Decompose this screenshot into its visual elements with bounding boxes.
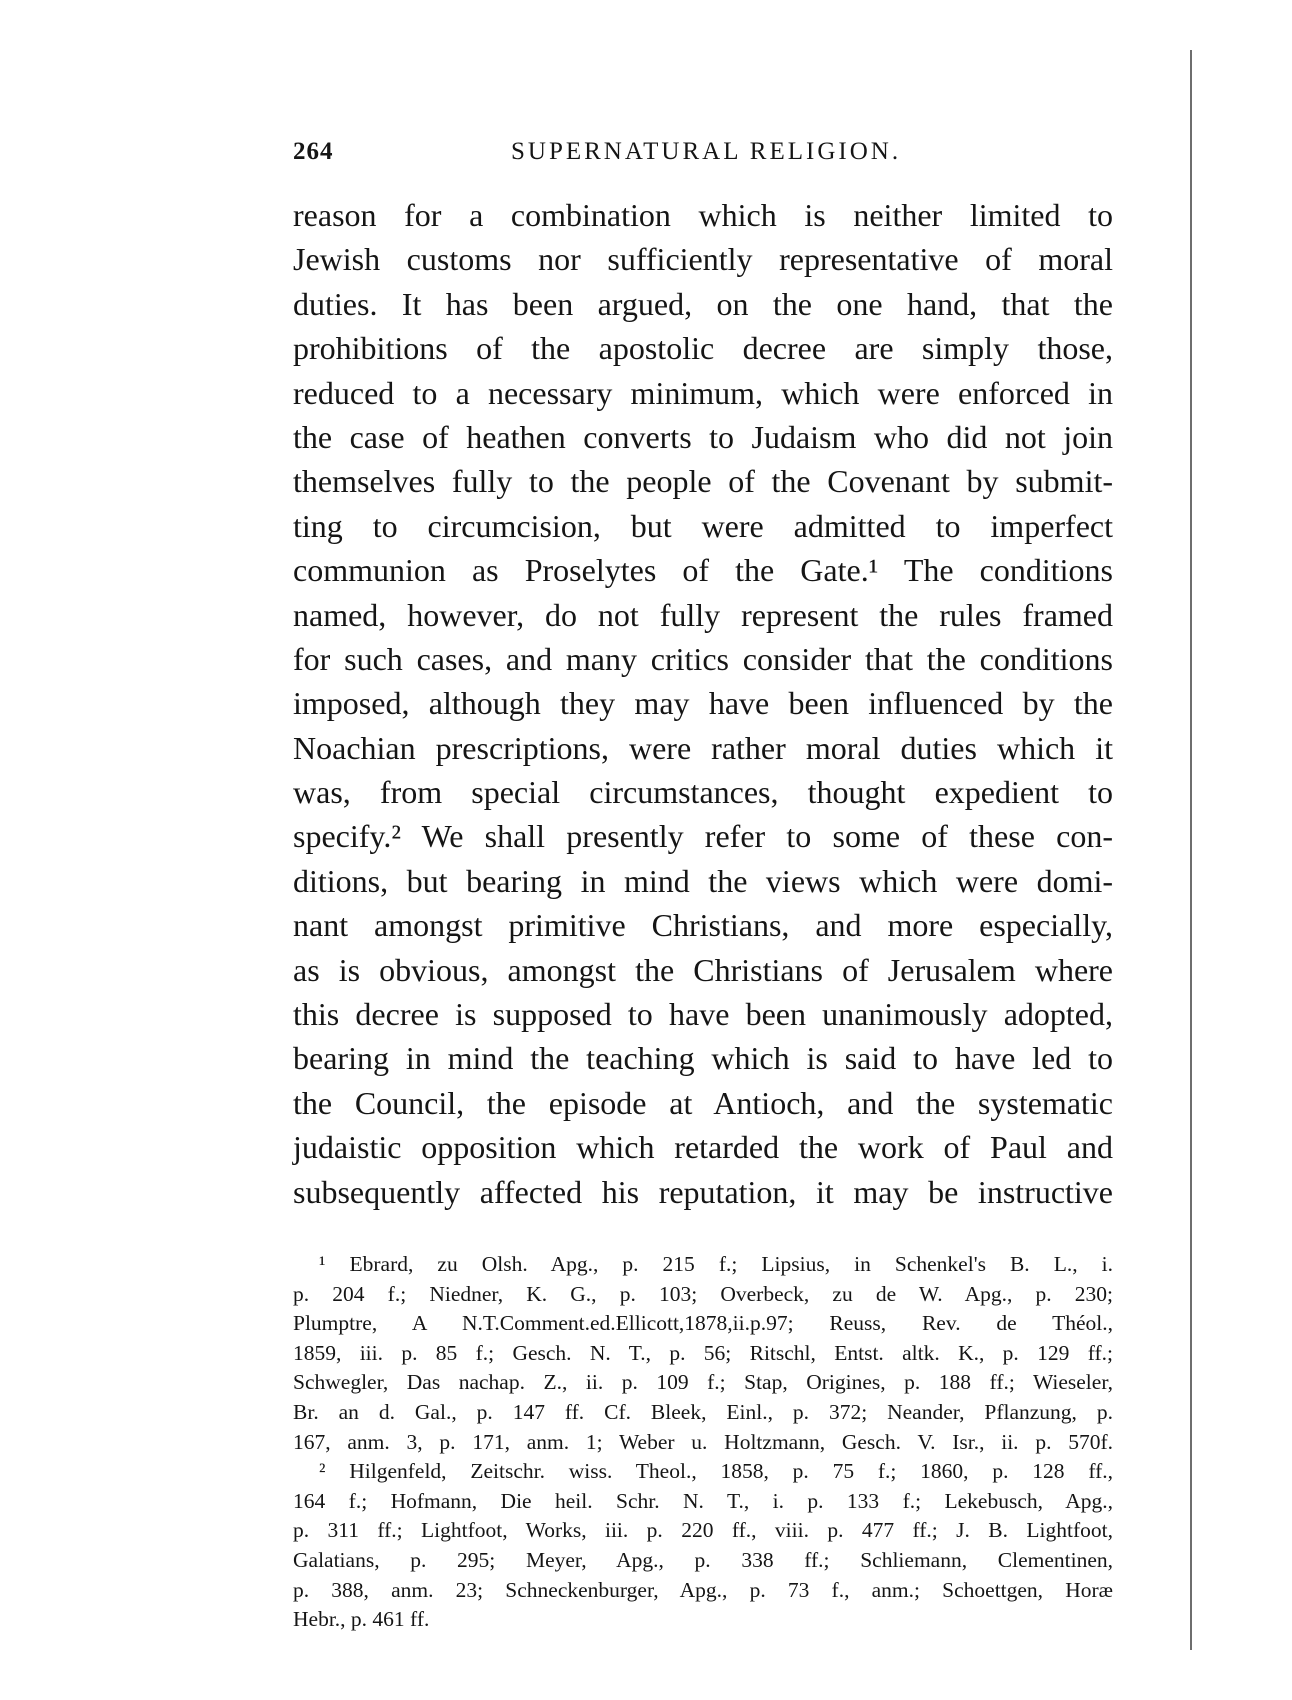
body-line: was, from special circumstances, thought expedient to [293, 774, 1113, 811]
body-line: imposed, although they may have been influenced by the [293, 685, 1113, 722]
body-line: ting to circumcision, but were admitted to imperfect [293, 507, 1113, 544]
body-line: bearing in mind the teaching which is said to have led to [293, 1040, 1113, 1077]
footnote-2-line: p. 311 ff.; Lightfoot, Works, iii. p. 220 ff., viii. p. 477 ff.; J. B. Lightfoot, [293, 1518, 1113, 1543]
body-line: reduced to a necessary minimum, which were enforced in [293, 374, 1113, 411]
footnote-1-line: ¹ Ebrard, zu Olsh. Apg., p. 215 f.; Lipsius, in Schenkel's B. L., i. [319, 1252, 1113, 1276]
footnote-1-line: Plumptre, A N.T.Comment.ed.Ellicott,1878,ii.p.97; Reuss, Rev. de Théol., [293, 1311, 1113, 1336]
page-header [293, 138, 1113, 178]
body-line: prohibitions of the apostolic decree are simply those, [293, 330, 1113, 367]
body-line: ditions, but bearing in mind the views which were domi- [293, 862, 1113, 899]
body-line: specify.² We shall presently refer to some of these con- [293, 818, 1113, 855]
body-line: subsequently affected his reputation, it may be instructive [293, 1173, 1113, 1210]
body-line: themselves fully to the people of the Covenant by submit- [293, 463, 1113, 500]
body-text [293, 193, 1113, 1214]
footnote-1-line: Schwegler, Das nachap. Z., ii. p. 109 f.; Stap, Origines, p. 188 ff.; Wieseler, [293, 1370, 1113, 1395]
footnote-2-line: Hebr., p. 461 ff. [293, 1607, 430, 1632]
footnote-1-line: 1859, iii. p. 85 f.; Gesch. N. T., p. 56; Ritschl, Entst. altk. K., p. 129 ff.; [293, 1340, 1113, 1365]
page-number: 264 [293, 138, 334, 165]
footnote-1-line: Br. an d. Gal., p. 147 ff. Cf. Bleek, Einl., p. 372; Neander, Pflanzung, p. [293, 1399, 1113, 1424]
body-line: Jewish customs nor sufficiently representative of moral [293, 241, 1113, 278]
footnote-2-line: p. 388, anm. 23; Schneckenburger, Apg., p. 73 f., anm.; Schoettgen, Horæ [293, 1577, 1113, 1602]
body-line: duties. It has been argued, on the one hand, that the [293, 285, 1113, 322]
footnote-1-line: 167, anm. 3, p. 171, anm. 1; Weber u. Holtzmann, Gesch. V. Isr., ii. p. 570f. [293, 1429, 1113, 1454]
body-line: nant amongst primitive Christians, and more especially, [293, 907, 1113, 944]
body-line: as is obvious, amongst the Christians of Jerusalem where [293, 951, 1113, 988]
footnote-2-line: Galatians, p. 295; Meyer, Apg., p. 338 ff.; Schliemann, Clementinen, [293, 1547, 1113, 1572]
body-line: named, however, do not fully represent the rules framed [293, 596, 1113, 633]
scan-edge-line [1190, 50, 1192, 1650]
body-line: for such cases, and many critics consider that the conditions [293, 640, 1113, 677]
body-line: reason for a combination which is neither limited to [293, 197, 1113, 233]
body-line: this decree is supposed to have been unanimously adopted, [293, 996, 1113, 1033]
footnote-2-line: 164 f.; Hofmann, Die heil. Schr. N. T., i. p. 133 f.; Lekebusch, Apg., [293, 1488, 1113, 1513]
body-line: the case of heathen converts to Judaism who did not join [293, 418, 1113, 455]
body-line: Noachian prescriptions, were rather moral duties which it [293, 729, 1113, 766]
body-line: communion as Proselytes of the Gate.¹ The conditions [293, 552, 1113, 589]
body-line: the Council, the episode at Antioch, and the systematic [293, 1084, 1113, 1121]
footnote-1-line: p. 204 f.; Niedner, K. G., p. 103; Overbeck, zu de W. Apg., p. 230; [293, 1281, 1113, 1306]
footnotes [293, 1250, 1113, 1635]
running-title: SUPERNATURAL RELIGION. [511, 138, 902, 165]
body-line: judaistic opposition which retarded the work of Paul and [293, 1129, 1113, 1166]
footnote-2-line: ² Hilgenfeld, Zeitschr. wiss. Theol., 1858, p. 75 f.; 1860, p. 128 ff., [319, 1459, 1113, 1484]
